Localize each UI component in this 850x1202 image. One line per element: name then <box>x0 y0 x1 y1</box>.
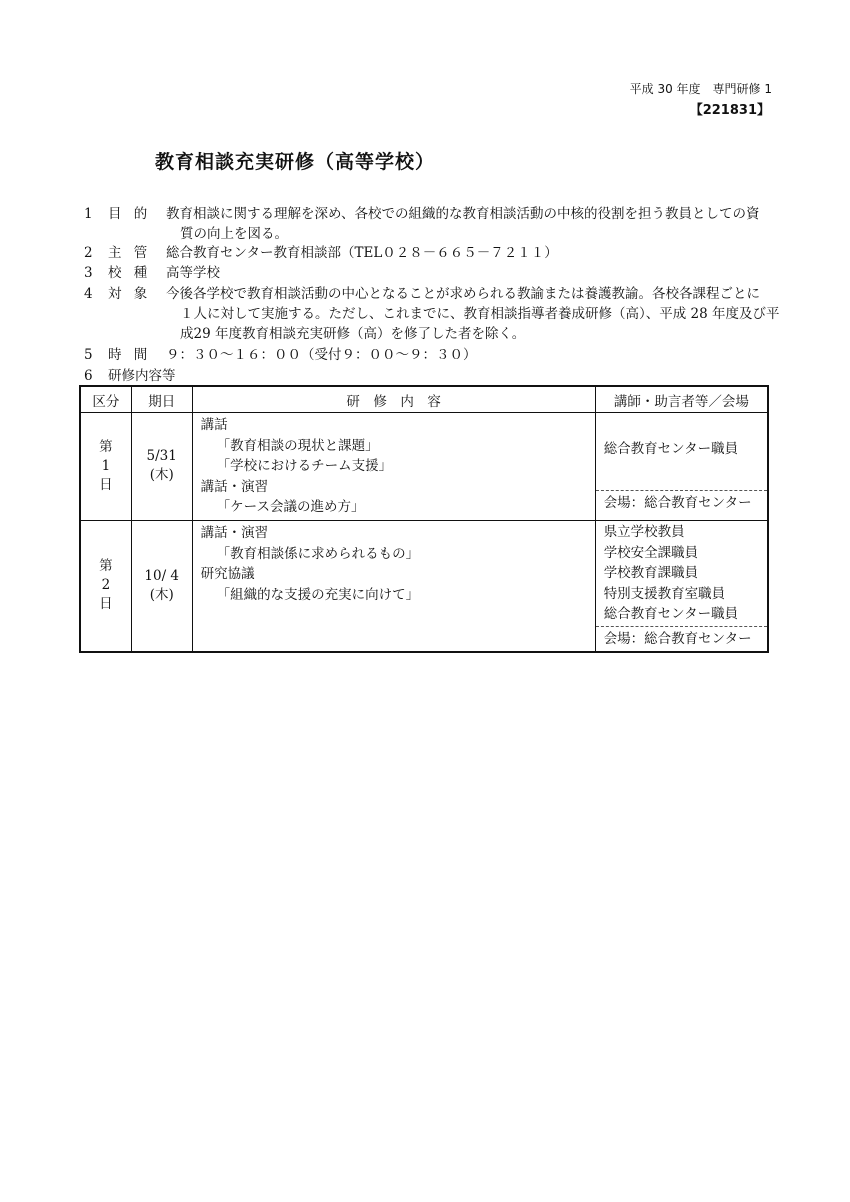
item-text: 成29 年度教育相談充実研修（高）を修了した者を除く。 <box>180 326 526 342</box>
page-title: 教育相談充実研修（高等学校） <box>155 151 436 173</box>
lecturer-cell <box>595 413 768 521</box>
header-category: 区分 <box>80 386 131 413</box>
content-line: 「教育相談係に求められるもの」 <box>216 545 420 562</box>
lecturer-name: 特別支援教育室職員 <box>603 585 726 602</box>
content-cell <box>192 520 595 651</box>
day-char: 日 <box>99 476 113 493</box>
item-label: 研修内容等 <box>108 368 176 384</box>
lecturer-name: 学校安全課職員 <box>603 544 699 561</box>
date-weekday: (木) <box>149 467 174 484</box>
date-cell <box>131 520 192 651</box>
lecturer-name: 総合教育センター職員 <box>603 441 739 457</box>
item-label: 対 象 <box>108 286 152 302</box>
schedule-table <box>79 385 769 653</box>
lecturer-list <box>596 521 767 626</box>
item-label: 主 管 <box>108 245 152 261</box>
venue-text: 会場：総合教育センター <box>596 490 767 515</box>
date-value: 5/31 <box>146 448 177 465</box>
item-text: 高等学校 <box>166 265 220 281</box>
item-number: 2 <box>84 245 93 261</box>
day-char: 2 <box>101 577 111 594</box>
item-text: １人に対して実施する。ただし、これまでに、教育相談指導者養成研修（高）、平成 28 年度及び平 <box>180 306 780 322</box>
day-char: 1 <box>101 457 111 474</box>
item-number: 6 <box>84 368 93 384</box>
header-lecturer: 講師・助言者等／会場 <box>595 386 768 413</box>
day-char: 日 <box>99 596 113 613</box>
date-weekday: (木) <box>149 586 174 603</box>
content-line: 「組織的な支援の充実に向けて」 <box>216 586 420 603</box>
date-cell <box>131 413 192 521</box>
content-line: 研究協議 <box>200 566 255 583</box>
day-char: 第 <box>99 558 113 575</box>
item-text: 総合教育センター教育相談部（TEL０２８－６６５－７２１１） <box>166 245 558 261</box>
date-value: 10/ 4 <box>144 567 180 584</box>
header-line: 平成 30 年度 専門研修 1 <box>629 82 772 96</box>
lecturer-cell <box>595 520 768 651</box>
content-cell <box>192 413 595 521</box>
header-content: 研 修 内 容 <box>192 386 595 413</box>
item-label: 校 種 <box>108 265 152 281</box>
item-label: 目 的 <box>108 206 152 222</box>
table-row <box>80 413 768 521</box>
venue-text: 会場：総合教育センター <box>596 626 767 651</box>
item-label: 時 間 <box>108 347 152 363</box>
item-number: 4 <box>84 286 93 302</box>
item-number: 5 <box>84 347 93 363</box>
lecturer-name: 学校教育課職員 <box>603 565 699 582</box>
day-char: 第 <box>99 438 113 455</box>
item-text: 教育相談に関する理解を深め、各校での組織的な教育相談活動の中核的役割を担う教員としての資 <box>166 206 760 222</box>
lecturer-name: 総合教育センター職員 <box>603 606 739 623</box>
item-number: 1 <box>84 206 93 222</box>
content-line: 講話 <box>200 417 228 433</box>
content-line: 講話・演習 <box>200 478 269 495</box>
table-header-row <box>80 386 768 413</box>
document-code: 【221831】 <box>689 103 770 118</box>
day-cell <box>80 520 131 651</box>
content-line: 「学校におけるチーム支援」 <box>216 458 393 475</box>
content-line: 講話・演習 <box>200 524 269 541</box>
day-cell <box>80 413 131 521</box>
lecturer-list <box>596 413 767 490</box>
table-row <box>80 520 768 651</box>
item-text: 今後各学校で教育相談活動の中心となることが求められる教諭または養護教諭。各校各課程ごとに <box>166 286 760 302</box>
lecturer-name: 県立学校教員 <box>603 523 685 540</box>
item-text: ９：３０～１６：００（受付９：００～９：３０） <box>166 347 477 363</box>
header-date: 期日 <box>131 386 192 413</box>
item-text: 質の向上を図る。 <box>180 226 288 242</box>
item-number: 3 <box>84 265 93 281</box>
content-line: 「教育相談の現状と課題」 <box>216 437 379 454</box>
content-line: 「ケース会議の進め方」 <box>216 499 365 516</box>
